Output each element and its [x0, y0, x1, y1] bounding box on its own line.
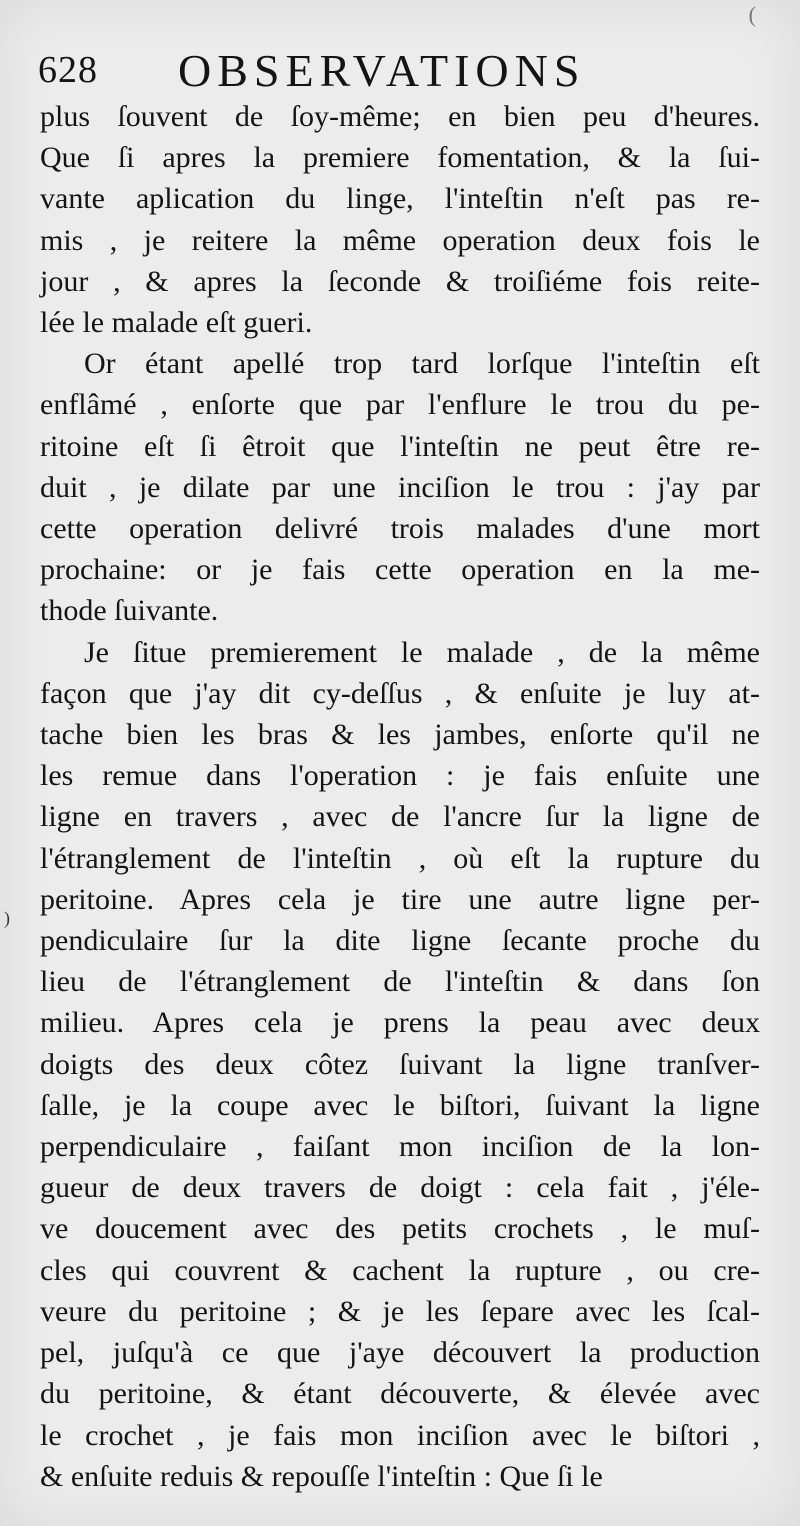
text-line: milieu. Apres cela je prens la peau avec deux — [40, 1006, 760, 1040]
body-text — [40, 96, 760, 1496]
corner-bracket-mark: ( — [748, 2, 756, 27]
text-line: jour , & apres la ſeconde & troiſiéme fois reite- — [40, 264, 760, 298]
text-line: ritoine eſt ſi êtroit que l'inteſtin ne peut être re- — [40, 429, 760, 463]
text-line: les remue dans l'operation : je fais enſuite une — [40, 759, 760, 793]
text-line: peritoine. Apres cela je tire une autre ligne per- — [40, 882, 760, 916]
text-line: veure du peritoine ; & je les ſepare avec les ſcal- — [40, 1294, 760, 1328]
text-line: & enſuite reduis & repouſſe l'inteſtin : Que ſi le — [40, 1459, 603, 1493]
text-line: le crochet , je fais mon inciſion avec le biſtori , — [40, 1418, 760, 1452]
text-line: duit , je dilate par une inciſion le trou : j'ay par — [40, 470, 760, 504]
text-line: l'étranglement de l'inteſtin , où eſt la rupture du — [40, 841, 760, 875]
margin-bracket-mark: ) — [4, 908, 10, 928]
text-line: lieu de l'étranglement de l'inteſtin & dans ſon — [40, 965, 760, 999]
text-line: plus ſouvent de ſoy-même; en bien peu d'heures. — [40, 100, 760, 133]
text-line: lée le malade eſt gueri. — [40, 306, 313, 340]
text-line: pendiculaire ſur la dite ligne ſecante proche du — [40, 924, 760, 958]
text-line: cette operation delivré trois malades d'une mort — [40, 512, 760, 546]
text-line: enflâmé , enſorte que par l'enflure le trou du pe- — [40, 388, 760, 422]
paragraph-3 — [40, 632, 760, 1497]
running-title: OBSERVATIONS — [178, 45, 586, 96]
text-line: cles qui couvrent & cachent la rupture , ou cre- — [40, 1253, 760, 1287]
text-line: perpendiculaire , faiſant mon inciſion de la lon- — [40, 1130, 760, 1164]
text-line: mis , je reitere la même operation deux fois le — [40, 223, 760, 257]
text-line: thode ſuivante. — [40, 594, 219, 628]
text-line: vante aplication du linge, l'inteſtin n'eſt pas re- — [40, 182, 760, 216]
text-line: tache bien les bras & les jambes, enſorte qu'il ne — [40, 718, 760, 752]
text-line: Or étant apellé trop tard lorſque l'inteſtin eſt — [84, 347, 760, 381]
text-line: gueur de deux travers de doigt : cela fait , j'éle- — [40, 1171, 760, 1205]
paragraph-1 — [40, 96, 760, 343]
running-head — [38, 44, 758, 100]
text-line: ve doucement avec des petits crochets , le muſ- — [40, 1212, 760, 1246]
paragraph-2 — [40, 343, 760, 631]
page-number: 628 — [38, 49, 98, 91]
text-line: Je ſitue premierement le malade , de la même — [84, 635, 760, 669]
text-line: façon que j'ay dit cy-deſſus , & enſuite je luy at- — [40, 676, 760, 710]
text-line: ſalle, je la coupe avec le biſtori, ſuivant la ligne — [40, 1088, 760, 1122]
text-line: ligne en travers , avec de l'ancre ſur la ligne de — [40, 800, 760, 834]
text-line: pel, juſqu'à ce que j'aye découvert la production — [40, 1336, 760, 1370]
text-line: Que ſi apres la premiere fomentation, & la ſui- — [40, 141, 760, 175]
text-line: du peritoine, & étant découverte, & élevée avec — [40, 1377, 760, 1411]
text-line: doigts des deux côtez ſuivant la ligne tranſver- — [40, 1047, 760, 1081]
text-line: prochaine: or je fais cette operation en la me- — [40, 553, 760, 587]
